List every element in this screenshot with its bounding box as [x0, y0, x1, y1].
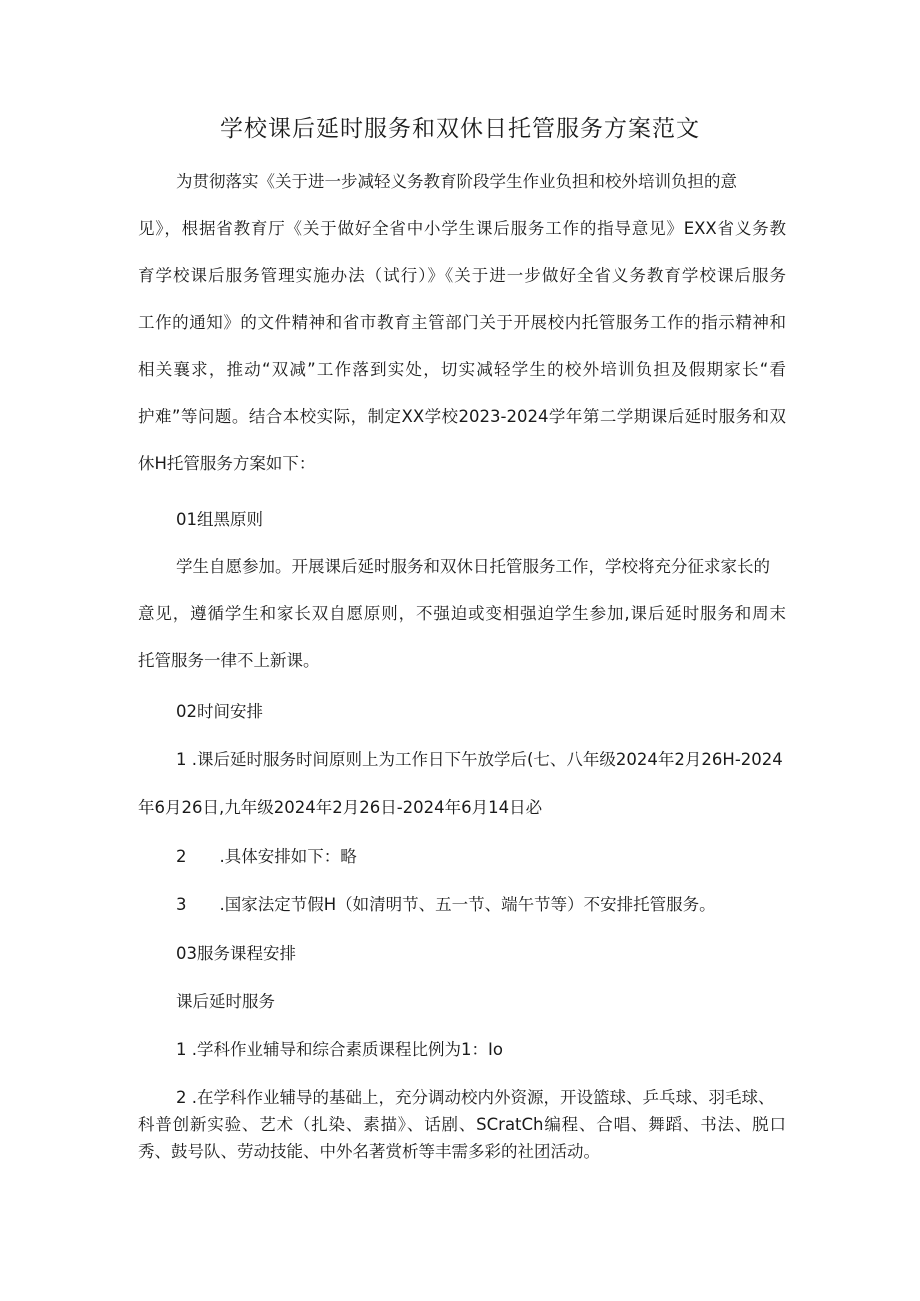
- section3-item2-line-3: 秀、鼓号队、劳动技能、中外名著赏析等丰需多彩的社团活动。: [138, 1142, 600, 1161]
- intro-line-5: 相关襄求，推动“双减”工作落到实处，切实减轻学生的校外培训负担及假期家长“看: [138, 360, 786, 379]
- intro-line-4: 工作的通知》的文件精神和省市教育主管部门关于开展校内托管服务工作的指示精神和: [138, 313, 786, 332]
- intro-line-2: 见》，根据省教育厅《关于做好全省中小学生课后服务工作的指导意见》EXX省义务教: [138, 219, 786, 238]
- intro-line-6: 护难”等问题。结合本校实际，制定XX学校2023-2024学年第二学期课后延时服务和双: [138, 407, 786, 426]
- section1-line-3: 托管服务一律不上新课。: [138, 651, 320, 670]
- section-heading-principles: 01组黑原则: [176, 510, 263, 529]
- section2-item2: 2 .具体安排如下：略: [176, 847, 357, 866]
- document-title: 学校课后延时服务和双休日托管服务方案范文: [220, 116, 700, 142]
- section2-item3: 3 .国家法定节假H（如清明节、五一节、端午节等）不安排托管服务。: [176, 895, 716, 914]
- section3-item2-line-2: 科普创新实验、艺术（扎染、素描》、话剧、SCratCh编程、合唱、舞蹈、书法、脱口: [138, 1115, 786, 1134]
- section3-subheading: 课后延时服务: [176, 992, 275, 1011]
- intro-line-3: 育学校课后服务管理实施办法（试行）》《关于进一步做好全省义务教育学校课后服务: [138, 266, 786, 285]
- section3-item2-line-1: 2 .在学科作业辅导的基础上，充分调动校内外资源，开设篮球、乒乓球、羽毛球、: [176, 1088, 775, 1107]
- section2-item1-line-2: 年6月26日,九年级2024年2月26日-2024年6月14日必: [138, 798, 543, 817]
- intro-line-7: 休H托管服务方案如下：: [138, 454, 316, 473]
- intro-line-1: 为贯彻落实《关于进一步减轻义务教育阶段学生作业负担和校外培训负担的意: [176, 172, 737, 191]
- section3-item1: 1 .学科作业辅导和综合素质课程比例为1：Io: [176, 1040, 503, 1059]
- section-heading-courses: 03服务课程安排: [176, 944, 296, 963]
- section-heading-schedule: 02时间安排: [176, 702, 263, 721]
- section1-line-1: 学生自愿参加。开展课后延时服务和双休日托管服务工作，学校将充分征求家长的: [176, 557, 770, 576]
- section1-line-2: 意见，遵循学生和家长双自愿原则，不强迫或变相强迫学生参加,课后延时服务和周末: [138, 604, 786, 623]
- section2-item1-line-1: 1 .课后延时服务时间原则上为工作日下午放学后(七、八年级2024年2月26H-2024: [176, 750, 783, 769]
